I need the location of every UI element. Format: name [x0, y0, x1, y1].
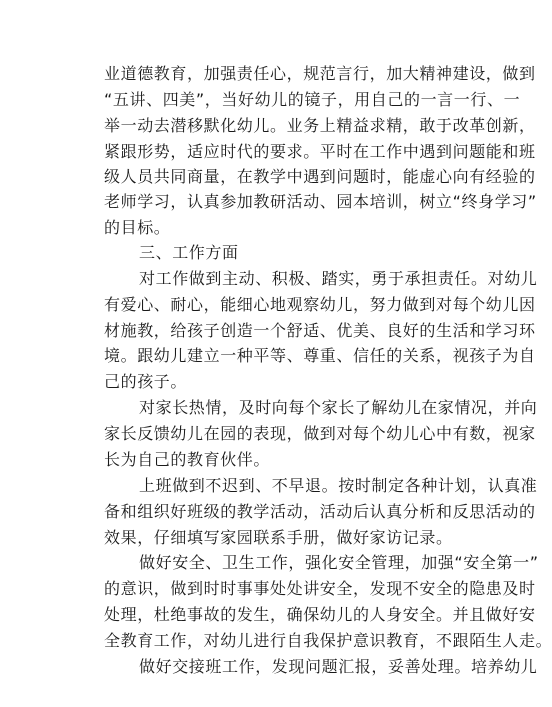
text-line: 备和组织好班级的教学活动，活动后认真分析和反思活动的 [104, 502, 536, 521]
text-line: 境。跟幼儿建立一种平等、尊重、信任的关系，视孩子为自 [104, 346, 536, 365]
text-line: 上班做到不迟到、不早退。按时制定各种计划，认真准 [139, 476, 538, 495]
text-line: 做好交接班工作，发现问题汇报，妥善处理。培养幼儿 [139, 657, 538, 676]
text-line: “五讲、四美”，当好幼儿的镜子，用自己的一言一行、一 [104, 90, 521, 109]
text-line: 有爱心、耐心，能细心地观察幼儿，努力做到对每个幼儿因 [104, 295, 536, 314]
text-line: 业道德教育，加强责任心，规范言行，加大精神建设，做到 [104, 64, 536, 83]
text-line: 级人员共同商量，在教学中遇到问题时，能虚心向有经验的 [104, 167, 536, 186]
text-line: 老师学习，认真参加教研活动、园本培训，树立“终身学习” [104, 192, 537, 211]
text-line: 的目标。 [104, 218, 171, 237]
text-line: 对工作做到主动、积极、踏实，勇于承担责任。对幼儿 [139, 269, 538, 288]
text-line: 做好安全、卫生工作，强化安全管理，加强“安全第一” [139, 553, 539, 572]
text-line: 处理，杜绝事故的发生，确保幼儿的人身安全。并且做好安 [104, 605, 536, 624]
section-heading: 三、工作方面 [139, 243, 239, 262]
text-line: 己的孩子。 [104, 372, 188, 391]
text-line: 举一动去潜移默化幼儿。业务上精益求精，敢于改革创新， [104, 116, 536, 135]
text-line: 家长反馈幼儿在园的表现，做到对每个幼儿心中有数，视家 [104, 424, 536, 443]
text-line: 紧跟形势，适应时代的要求。平时在工作中遇到问题能和班 [104, 142, 536, 161]
text-line: 效果，仔细填写家园联系手册，做好家访记录。 [104, 528, 453, 547]
text-line: 全教育工作，对幼儿进行自我保护意识教育，不跟陌生人走。 [104, 631, 552, 650]
text-line: 材施教，给孩子创造一个舒适、优美、良好的生活和学习环 [104, 321, 536, 340]
text-line: 长为自己的教育伙伴。 [104, 450, 271, 469]
text-line: 对家长热情，及时向每个家长了解幼儿在家情况，并向 [139, 398, 538, 417]
text-line: 的意识，做到时时事事处处讲安全，发现不安全的隐患及时 [104, 579, 536, 598]
